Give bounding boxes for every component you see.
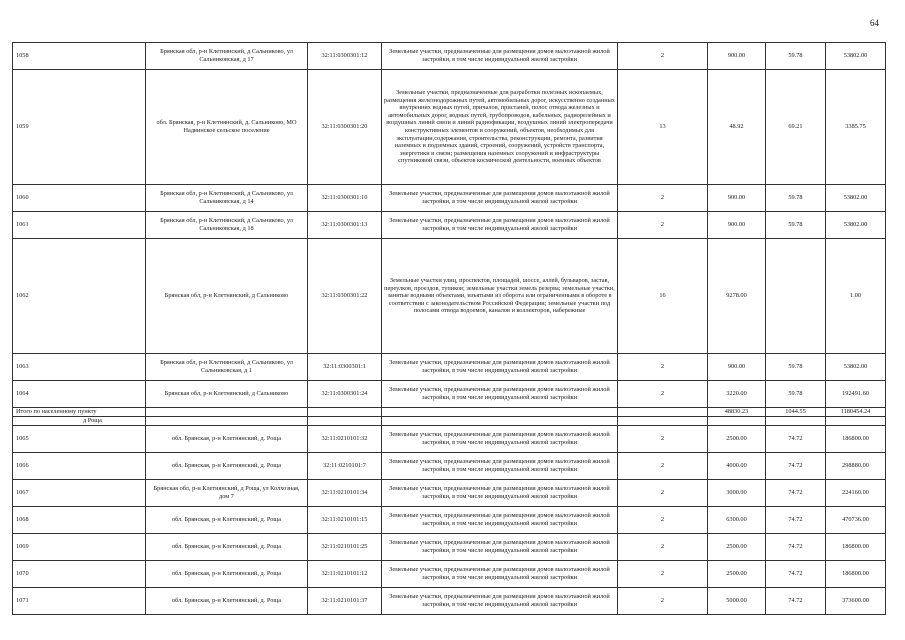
cadastral-value-cell: 53802.00 bbox=[826, 354, 886, 381]
row-number-cell: 1059 bbox=[13, 70, 146, 185]
row-number-cell: 1065 bbox=[13, 425, 146, 452]
rate-cell: 74.72 bbox=[766, 425, 826, 452]
area-cell: 900.00 bbox=[708, 43, 766, 70]
cadastral-value-cell: 53802.00 bbox=[826, 212, 886, 239]
group-cell: 2 bbox=[618, 354, 708, 381]
area-cell: 2500.00 bbox=[708, 425, 766, 452]
group-cell: 2 bbox=[618, 506, 708, 533]
group-cell: 2 bbox=[618, 425, 708, 452]
table-row bbox=[13, 425, 886, 452]
area-cell: 2500.00 bbox=[708, 560, 766, 587]
rate-cell: 74.72 bbox=[766, 506, 826, 533]
table-row bbox=[13, 43, 886, 70]
cadastral-number-cell: 32:11:0210101:12 bbox=[308, 560, 382, 587]
rate-cell: 59.78 bbox=[766, 43, 826, 70]
area-cell: 3000.00 bbox=[708, 479, 766, 506]
land-use-cell: Земельные участки улиц, проспектов, площадей, шоссе, аллей, бульваров, застав, переулков, проездов, тупиков; земельные участки земель резерва; земельные участки, занятые водными объектами, изъятыми из оборота или ограниченными в обороте в соответствии с законодательством Российской Федерации; земельные участки под полосами отвода водоемов, каналов и коллекторов, набережные bbox=[382, 239, 618, 354]
area-cell: 5000.00 bbox=[708, 587, 766, 614]
place-row bbox=[13, 417, 886, 426]
group-cell: 16 bbox=[618, 239, 708, 354]
cadastral-number-cell: 32:11:0300301:22 bbox=[308, 239, 382, 354]
table-row bbox=[13, 587, 886, 614]
address-cell: обл. Брянская, р-н Клетнянский, д. Роща bbox=[146, 560, 308, 587]
cadastral-number-cell: 32:11:0300301:13 bbox=[308, 212, 382, 239]
cadastral-number-cell: 32:11:0210101:7 bbox=[308, 452, 382, 479]
row-number-cell: 1069 bbox=[13, 533, 146, 560]
cadastral-value-cell: 53802.00 bbox=[826, 43, 886, 70]
land-use-cell: Земельные участки, предназначенные для размещения домов малоэтажной жилой застройки, в том числе индивидуальной жилой застройки bbox=[382, 452, 618, 479]
area-cell: 3220.00 bbox=[708, 381, 766, 408]
group-cell: 2 bbox=[618, 587, 708, 614]
land-use-cell: Земельные участки, предназначенные для размещения домов малоэтажной жилой застройки, в том числе индивидуальной жилой застройки bbox=[382, 587, 618, 614]
cadastral-value-cell: 192491.60 bbox=[826, 381, 886, 408]
subtotal-label: Итого по населенному пункту bbox=[13, 408, 146, 417]
group-cell: 2 bbox=[618, 381, 708, 408]
cadastral-number-cell: 32:11:0210101:15 bbox=[308, 506, 382, 533]
cadastral-value-cell: 186800.00 bbox=[826, 425, 886, 452]
cadastral-number-cell: 32:11:0300301:12 bbox=[308, 43, 382, 70]
address-cell: Брянская обл, р-н Клетнянский, д Сальниково, ул Сальниковская, д 17 bbox=[146, 43, 308, 70]
rate-cell: 59.78 bbox=[766, 212, 826, 239]
group-cell: 13 bbox=[618, 70, 708, 185]
cadastral-value-cell: 298880.00 bbox=[826, 452, 886, 479]
land-use-cell: Земельные участки, предназначенные для размещения домов малоэтажной жилой застройки, в том числе индивидуальной жилой застройки bbox=[382, 354, 618, 381]
cadastral-number-cell: 32:11:0300301:1 bbox=[308, 354, 382, 381]
land-use-cell: Земельные участки, предназначенные для размещения домов малоэтажной жилой застройки, в том числе индивидуальной жилой застройки bbox=[382, 533, 618, 560]
table-row bbox=[13, 381, 886, 408]
area-cell: 9278.00 bbox=[708, 239, 766, 354]
land-use-cell: Земельные участки, предназначенные для размещения домов малоэтажной жилой застройки, в том числе индивидуальной жилой застройки bbox=[382, 560, 618, 587]
table-body-salnikovo bbox=[13, 43, 886, 408]
table-row bbox=[13, 533, 886, 560]
address-cell: Брянская обл, р-н Клетнянский, д Сальниково, ул Сальниковская, д 14 bbox=[146, 185, 308, 212]
cadastral-value-cell: 1.00 bbox=[826, 239, 886, 354]
cadastral-value-cell: 53802.00 bbox=[826, 185, 886, 212]
address-cell: Брянская обл, р-н Клетнянский, д Сальниково bbox=[146, 381, 308, 408]
row-number-cell: 1058 bbox=[13, 43, 146, 70]
table-body-roshcha bbox=[13, 425, 886, 614]
land-use-cell: Земельные участки, предназначенные для размещения домов малоэтажной жилой застройки, в том числе индивидуальной жилой застройки bbox=[382, 185, 618, 212]
cadastral-number-cell: 32:11:0210101:32 bbox=[308, 425, 382, 452]
area-cell: 900.00 bbox=[708, 212, 766, 239]
row-number-cell: 1070 bbox=[13, 560, 146, 587]
cadastral-value-cell: 224160.00 bbox=[826, 479, 886, 506]
row-number-cell: 1071 bbox=[13, 587, 146, 614]
cadastral-value-cell: 186800.00 bbox=[826, 533, 886, 560]
table-row bbox=[13, 212, 886, 239]
address-cell: обл. Брянская, р-н Клетнянский, д. Сальниково, МО Надвинское сельское поселение bbox=[146, 70, 308, 185]
group-cell: 2 bbox=[618, 212, 708, 239]
rate-cell: 74.72 bbox=[766, 452, 826, 479]
group-cell: 2 bbox=[618, 452, 708, 479]
group-cell: 2 bbox=[618, 43, 708, 70]
row-number-cell: 1063 bbox=[13, 354, 146, 381]
table-row bbox=[13, 479, 886, 506]
rate-cell: 74.72 bbox=[766, 479, 826, 506]
address-cell: обл. Брянская, р-н Клетнянский, д. Роща bbox=[146, 425, 308, 452]
address-cell: Брянская обл, р-н Клетнянский, д Сальниково, ул Сальниковская, д 1 bbox=[146, 354, 308, 381]
address-cell: обл. Брянская, р-н Клетнянский, д. Роща bbox=[146, 587, 308, 614]
cadastral-number-cell: 32:11:0210101:25 bbox=[308, 533, 382, 560]
address-cell: Брянская обл, р-н Клетнянский, д Сальниково, ул Сальниковская, д 18 bbox=[146, 212, 308, 239]
land-use-cell: Земельные участки, предназначенные для размещения домов малоэтажной жилой застройки, в том числе индивидуальной жилой застройки bbox=[382, 479, 618, 506]
place-name: д Роща bbox=[13, 417, 146, 426]
group-cell: 2 bbox=[618, 533, 708, 560]
land-use-cell: Земельные участки, предназначенные для размещения домов малоэтажной жилой застройки, в том числе индивидуальной жилой застройки bbox=[382, 381, 618, 408]
cadastral-number-cell: 32:11:0210101:34 bbox=[308, 479, 382, 506]
address-cell: обл. Брянская, р-н Клетнянский, д. Роща bbox=[146, 506, 308, 533]
group-cell: 2 bbox=[618, 479, 708, 506]
area-cell: 4000.00 bbox=[708, 452, 766, 479]
land-use-cell: Земельные участки, предназначенные для размещения домов малоэтажной жилой застройки, в том числе индивидуальной жилой застройки bbox=[382, 212, 618, 239]
table-row bbox=[13, 506, 886, 533]
row-number-cell: 1062 bbox=[13, 239, 146, 354]
address-cell: Брянская обл, р-н Клетнянский, д Сальниково bbox=[146, 239, 308, 354]
table-row bbox=[13, 452, 886, 479]
rate-cell: 74.72 bbox=[766, 560, 826, 587]
table-row bbox=[13, 185, 886, 212]
area-cell: 6300.00 bbox=[708, 506, 766, 533]
land-use-cell: Земельные участки, предназначенные для размещения домов малоэтажной жилой застройки, в том числе индивидуальной жилой застройки bbox=[382, 506, 618, 533]
rate-cell: 59.78 bbox=[766, 381, 826, 408]
row-number-cell: 1060 bbox=[13, 185, 146, 212]
rate-cell: 74.72 bbox=[766, 587, 826, 614]
area-cell: 2500.00 bbox=[708, 533, 766, 560]
row-number-cell: 1061 bbox=[13, 212, 146, 239]
address-cell: обл. Брянская, р-н Клетнянский, д. Роща bbox=[146, 533, 308, 560]
cadastral-value-cell: 3385.75 bbox=[826, 70, 886, 185]
land-use-cell: Земельные участки, предназначенные для размещения домов малоэтажной жилой застройки, в том числе индивидуальной жилой застройки bbox=[382, 43, 618, 70]
land-use-cell: Земельные участки, предназначенные для разработки полезных ископаемых, размещения железнодорожных путей, автомобильных дорог, искусственно созданных внутренних водных путей, причалов, пристаней, полос отвода железных и автомобильных дорог, водных путей, трубопроводов, кабельных, радиорелейных и воздушных линий связи и линий радиофикации, воздушных линий электропередачи конструктивных элементов и сооружений, объектов, необходимых для эксплуатации,содержания, строительства, реконструкции, ремонта, развития наземных и подземных зданий, строений, сооружений, устройств транспорта, энергетики и связи; размещения наземных сооружений и инфраструктуры спутниковой связи, объектов космической деятельности, военных объектов bbox=[382, 70, 618, 185]
group-cell: 2 bbox=[618, 185, 708, 212]
subtotal-value: 1180454.24 bbox=[826, 408, 886, 417]
land-use-cell: Земельные участки, предназначенные для размещения домов малоэтажной жилой застройки, в том числе индивидуальной жилой застройки bbox=[382, 425, 618, 452]
cadastral-number-cell: 32:11:0300301:10 bbox=[308, 185, 382, 212]
cadastral-number-cell: 32:11:0210101:37 bbox=[308, 587, 382, 614]
table-row bbox=[13, 70, 886, 185]
cadastral-value-cell: 373600.00 bbox=[826, 587, 886, 614]
area-cell: 900.00 bbox=[708, 185, 766, 212]
cadastral-value-cell: 186800.00 bbox=[826, 560, 886, 587]
area-cell: 900.00 bbox=[708, 354, 766, 381]
cadastral-number-cell: 32:11:0300301:20 bbox=[308, 70, 382, 185]
table-body-subtotal bbox=[13, 408, 886, 426]
cadastral-value-cell: 470736.00 bbox=[826, 506, 886, 533]
area-cell: 48.92 bbox=[708, 70, 766, 185]
row-number-cell: 1067 bbox=[13, 479, 146, 506]
row-number-cell: 1068 bbox=[13, 506, 146, 533]
rate-cell: 59.78 bbox=[766, 354, 826, 381]
cadastral-value-table bbox=[12, 42, 886, 615]
subtotal-area: 48830.23 bbox=[708, 408, 766, 417]
subtotal-rate: 1044.55 bbox=[766, 408, 826, 417]
group-cell: 2 bbox=[618, 560, 708, 587]
address-cell: обл. Брянская, р-н Клетнянский, д. Роща bbox=[146, 452, 308, 479]
row-number-cell: 1066 bbox=[13, 452, 146, 479]
table-row bbox=[13, 354, 886, 381]
page-number: 64 bbox=[870, 18, 879, 28]
subtotal-row bbox=[13, 408, 886, 417]
rate-cell bbox=[766, 239, 826, 354]
row-number-cell: 1064 bbox=[13, 381, 146, 408]
table-row bbox=[13, 560, 886, 587]
rate-cell: 74.72 bbox=[766, 533, 826, 560]
cadastral-number-cell: 32:11:0300301:24 bbox=[308, 381, 382, 408]
rate-cell: 69.21 bbox=[766, 70, 826, 185]
rate-cell: 59.78 bbox=[766, 185, 826, 212]
address-cell: Брянская обл, р-н Клетнянский, д Роща, ул Колхозная, дом 7 bbox=[146, 479, 308, 506]
table-row bbox=[13, 239, 886, 354]
